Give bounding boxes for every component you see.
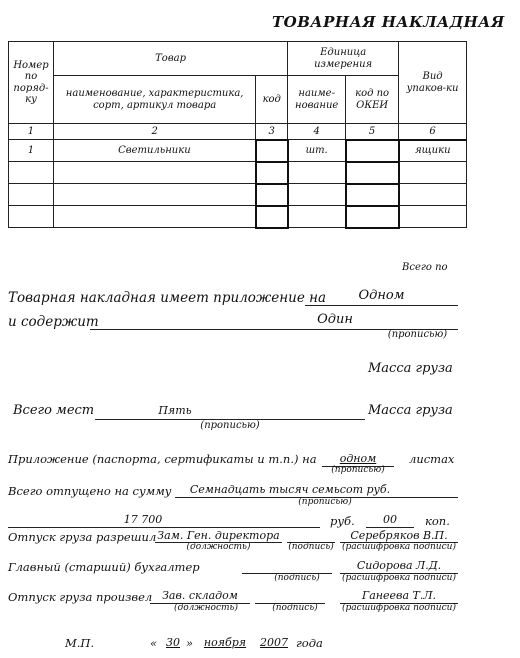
header-goods: Товар — [53, 42, 287, 76]
caption-signature: (подпись) — [272, 603, 318, 613]
caption-position: (должность) — [186, 542, 251, 552]
places-value: Пять — [158, 404, 192, 417]
places-label: Всего мест — [13, 403, 95, 418]
sum-label: Всего отпущено на сумму — [8, 484, 172, 498]
caption-decoding: (расшифровка подписи) — [342, 573, 456, 583]
date-year: 2007 — [260, 636, 288, 649]
contains-label: и содержит — [8, 314, 99, 330]
colnum-5: 5 — [346, 124, 399, 140]
header-unit-okei: код по ОКЕИ — [346, 76, 399, 124]
table-row — [9, 206, 467, 228]
attachment-value: Одном — [358, 288, 405, 303]
date-quote-close: » — [186, 636, 194, 650]
cell-unit — [288, 184, 346, 206]
cell-unit — [288, 162, 346, 184]
caption-signature: (подпись) — [274, 573, 320, 583]
cell-code — [256, 206, 288, 228]
colnum-6: 6 — [399, 124, 467, 140]
contains-value: Один — [317, 312, 353, 327]
cell-pack — [399, 162, 467, 184]
header-unit: Единица измерения — [288, 42, 399, 76]
table-row — [9, 162, 467, 184]
kop-line — [366, 527, 414, 528]
amount-value: 17 700 — [123, 513, 163, 526]
accountant-label: Главный (старший) бухгалтер — [8, 560, 200, 574]
attachment-line — [305, 305, 458, 306]
sum-value: Семнадцать тысяч семьсот руб. — [189, 483, 391, 496]
cell-unit: шт. — [288, 140, 346, 162]
cell-pack — [399, 184, 467, 206]
goods-table — [8, 41, 467, 229]
released-by-name: Ганеева Т.Л. — [361, 589, 437, 602]
document-title: ТОВАРНАЯ НАКЛАДНАЯ — [272, 13, 505, 31]
cell-code — [256, 162, 288, 184]
header-goods-code: код — [256, 76, 288, 124]
places-caption: (прописью) — [200, 420, 260, 431]
release-allowed-name: Серебряков В.П. — [350, 529, 448, 542]
kop-label: коп. — [425, 514, 450, 528]
release-allowed-position: Зам. Ген. директора — [157, 529, 280, 542]
colnum-2: 2 — [53, 124, 255, 140]
total-by-label: Всего по — [402, 262, 448, 273]
cell-name — [53, 206, 255, 228]
cell-code — [256, 184, 288, 206]
appendix-caption: (прописью) — [331, 465, 385, 475]
kop-value: 00 — [383, 513, 397, 526]
cell-code — [256, 140, 288, 162]
cell-okei — [346, 206, 399, 228]
date-day: 30 — [166, 636, 180, 649]
caption-decoding: (расшифровка подписи) — [342, 542, 456, 552]
cell-okei — [346, 162, 399, 184]
cell-num — [9, 184, 54, 206]
stamp-label: М.П. — [65, 636, 95, 650]
mass-label: Масса груза — [368, 361, 453, 376]
accountant-name: Сидорова Л.Д. — [356, 559, 442, 572]
cell-pack — [399, 206, 467, 228]
appendix-value: одном — [339, 452, 377, 465]
cell-num — [9, 162, 54, 184]
colnum-3: 3 — [256, 124, 288, 140]
cell-num: 1 — [9, 140, 54, 162]
cell-name — [53, 184, 255, 206]
appendix-label: Приложение (паспорта, сертификаты и т.п.) на — [8, 452, 317, 466]
rub-label: руб. — [330, 514, 355, 528]
amount-line — [8, 527, 320, 528]
table-row — [9, 184, 467, 206]
date-month: ноября — [203, 636, 247, 649]
released-by-label: Отпуск груза произвел — [8, 590, 153, 604]
header-num: Номер по поряд-ку — [9, 42, 54, 124]
header-unit-name: наиме-нование — [288, 76, 346, 124]
caption-decoding: (расшифровка подписи) — [342, 603, 456, 613]
header-goods-name: наименование, характеристика, сорт, артикул товара — [53, 76, 255, 124]
table-row — [9, 140, 467, 162]
cell-unit — [288, 206, 346, 228]
cell-pack: ящики — [399, 140, 467, 162]
colnum-4: 4 — [288, 124, 346, 140]
date-suffix: года — [296, 636, 323, 650]
sum-caption: (прописью) — [298, 497, 352, 507]
cell-num — [9, 206, 54, 228]
appendix-suffix: листах — [409, 452, 455, 466]
colnum-1: 1 — [9, 124, 54, 140]
cell-name — [53, 162, 255, 184]
cell-okei — [346, 184, 399, 206]
caption-signature: (подпись) — [288, 542, 334, 552]
date-quote-open: « — [150, 636, 158, 650]
cell-okei — [346, 140, 399, 162]
contains-caption: (прописью) — [387, 329, 448, 340]
release-allowed-label: Отпуск груза разрешил — [8, 530, 157, 544]
released-by-position: Зав. складом — [162, 589, 238, 602]
caption-position: (должность) — [174, 603, 238, 613]
header-pack: Вид упаков-ки — [399, 42, 467, 124]
mass-label-2: Масса груза — [368, 403, 453, 418]
cell-name: Светильники — [53, 140, 255, 162]
attachment-label: Товарная накладная имеет приложение на — [8, 290, 327, 306]
